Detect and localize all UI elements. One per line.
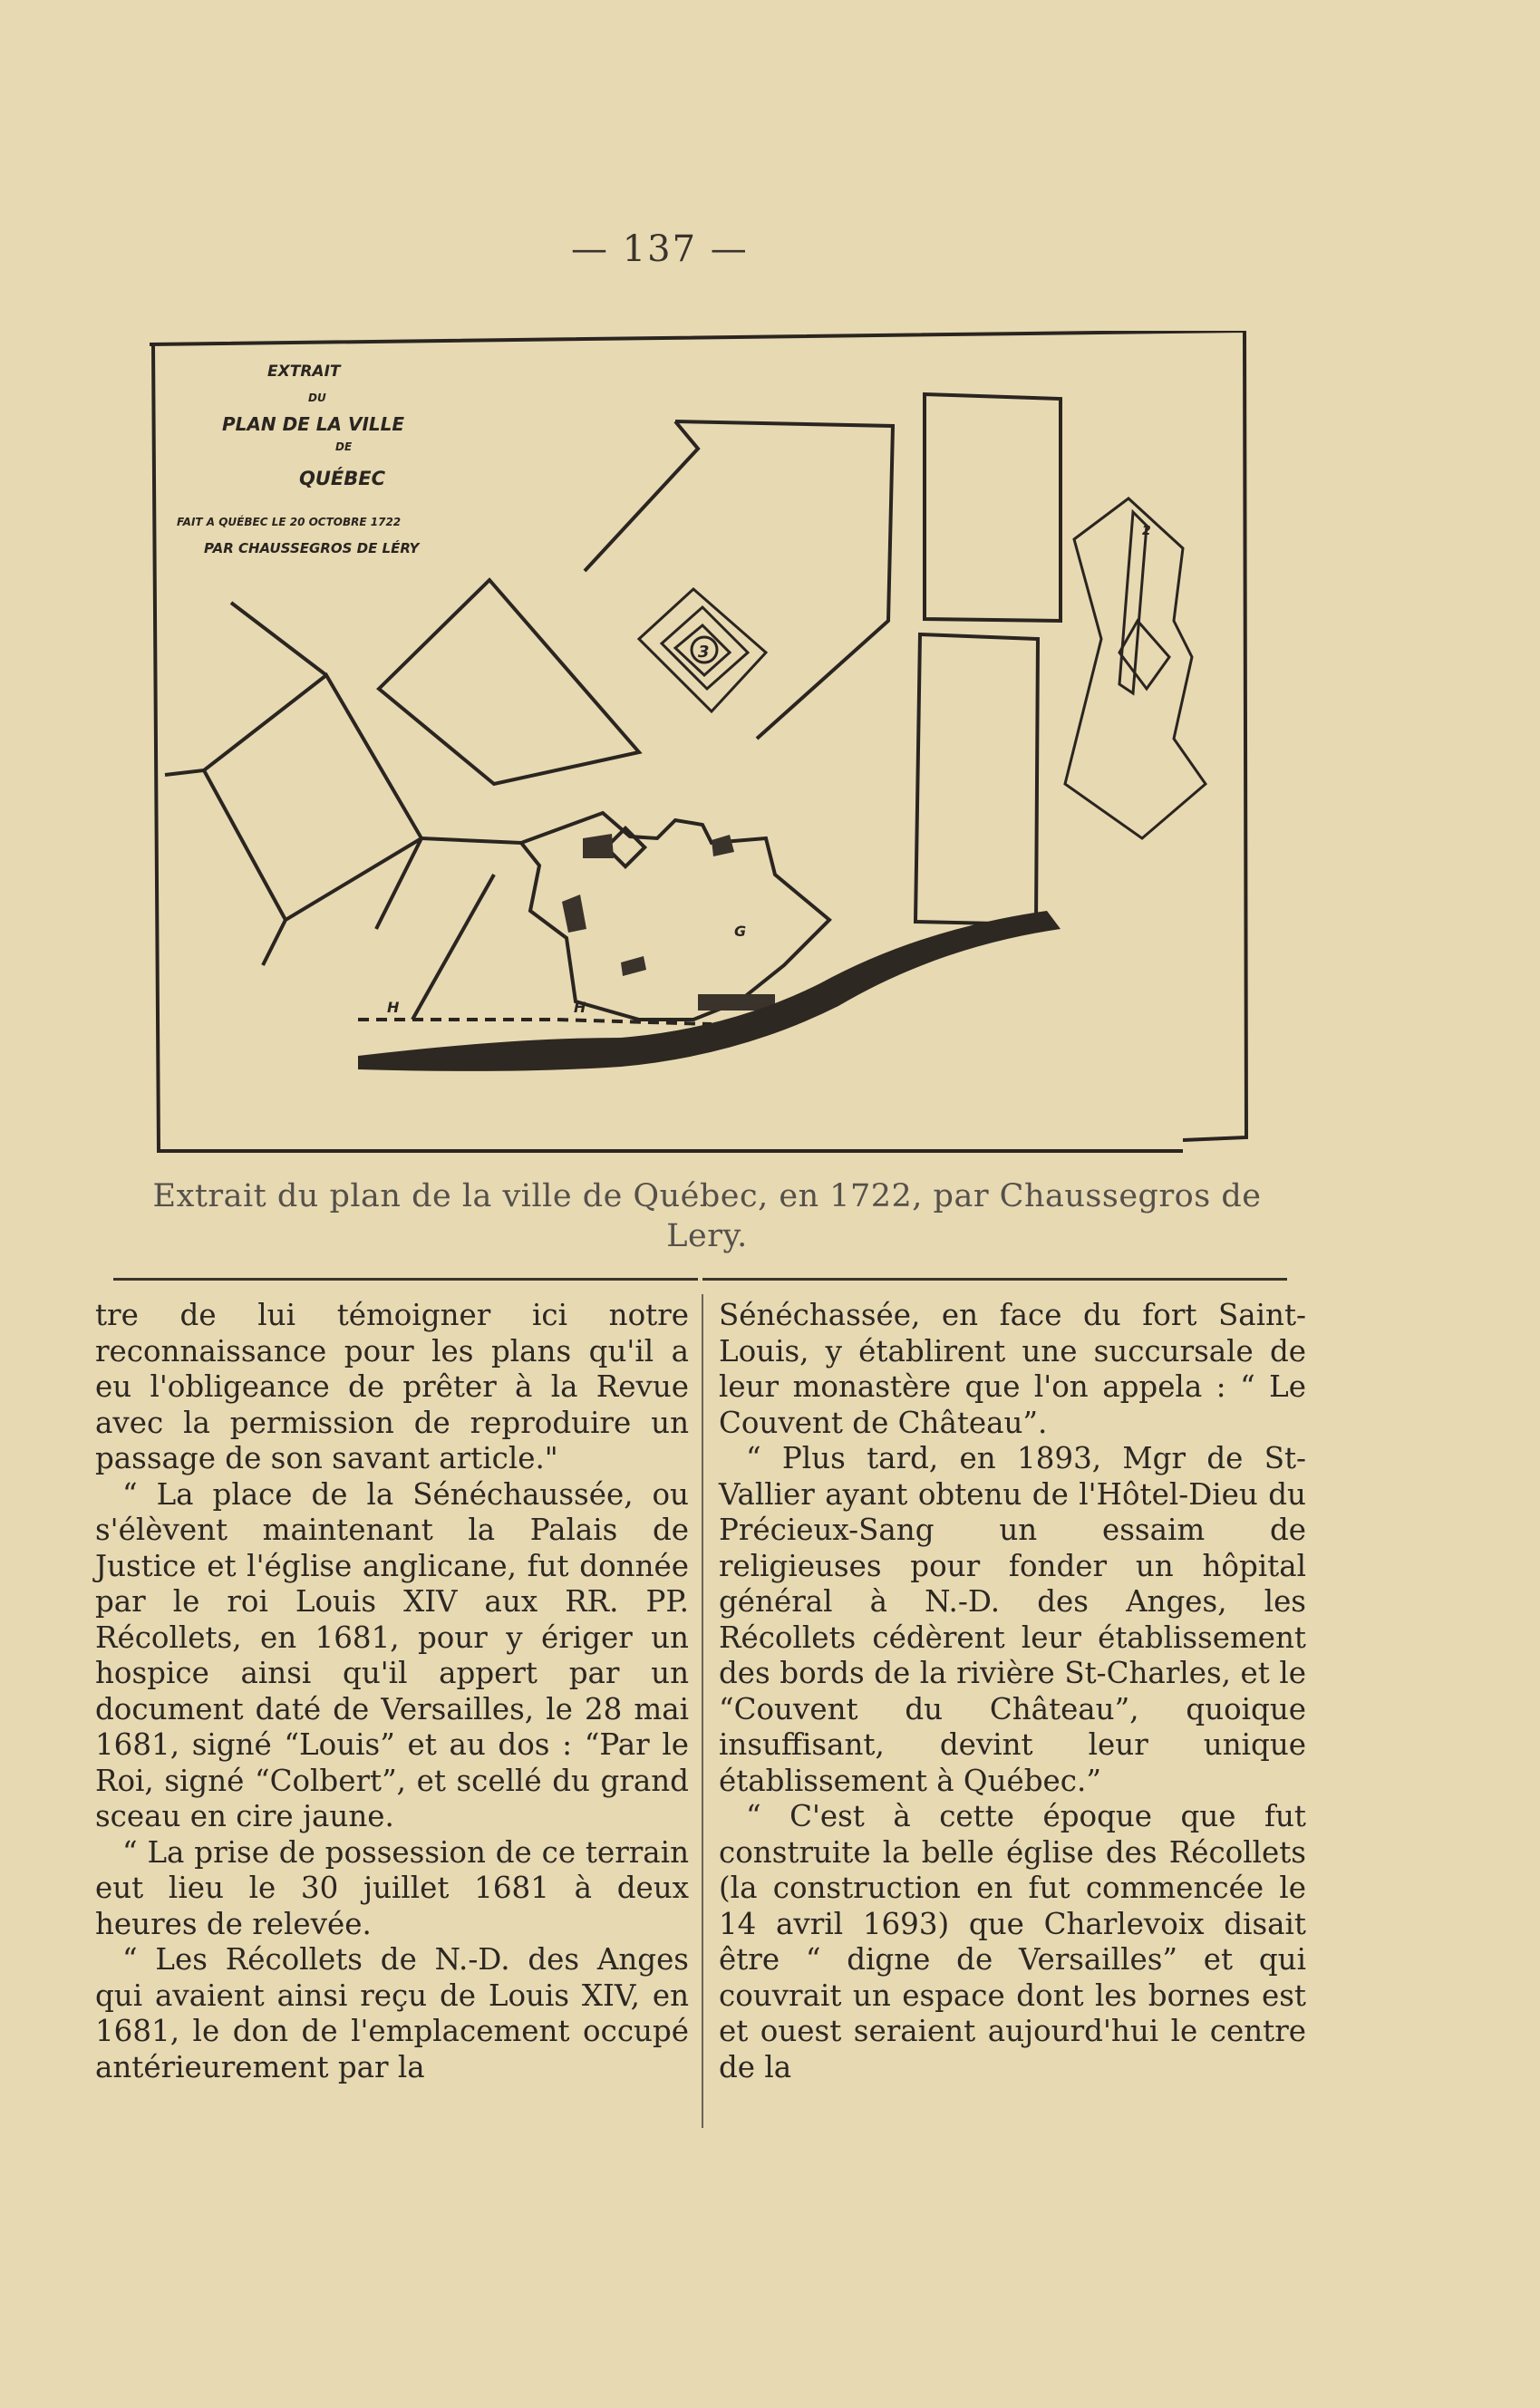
map-illustration (150, 331, 1251, 1160)
building-3-label: 3 (698, 643, 710, 662)
letter-h-left: H (387, 999, 400, 1016)
map-title-block (177, 363, 421, 556)
right-paragraph-1: Sénéchassée, en face du fort Saint-Louis, y établirent une succursale de leur monastère que l'on appela : “ Le Couvent de Château”. (719, 1298, 1306, 1440)
map-title-line-4: DE (335, 440, 353, 453)
left-paragraph-1: tre de lui témoigner ici notre reconnaissance pour les plans qu'il a eu l'obligeance de prêter à la Revue avec la permission de reproduire un passage de son savant article." (95, 1298, 689, 1475)
map-caption: Extrait du plan de la ville de Québec, en 1722, par Chaussegros de Lery. (152, 1178, 1262, 1254)
right-paragraph-2: “ Plus tard, en 1893, Mgr de St-Vallier ayant obtenu de l'Hôtel-Dieu du Précieux-Sang un essaim de religieuses pour fonder un hôpital général à N.-D. des Anges, les Récollets cédèrent leur établissement des bords de la rivière St-Charles, et le “Couvent du Château”, quoique insuffisant, devint leur unique établissement à Québec.” (719, 1441, 1306, 1798)
map-title-line-6: FAIT A QUÉBEC LE 20 OCTOBRE 1722 (177, 516, 402, 528)
left-paragraph-3: “ La prise de possession de ce terrain eut lieu le 30 juillet 1681 à deux heures de relevée. (95, 1834, 689, 1941)
building-2-label: 2 (1142, 524, 1151, 538)
left-paragraph-2: “ La place de la Sénéchaussée, ou s'élèvent maintenant la Palais de Justice et l'église anglicane, fut donnée par le roi Louis XIV aux RR. PP. Récollets, en 1681, pour y ériger un hospice ainsi qu'il appert par un document daté de Versailles, le 28 mai 1681, signé “Louis” et au dos : “Par le Roi, signé “Colbert”, et scellé du grand sceau en cire jaune. (95, 1476, 689, 1833)
right-paragraph-3: “ C'est à cette époque que fut construite la belle église des Récollets (la construction en fut commencée le 14 avril 1693) que Charlevoix disait être “ digne de Versailles” et qui couvrait un espace dont les bornes est et ouest seraient aujourd'hui le centre de la (719, 1799, 1306, 2084)
column-divider (702, 1294, 703, 2128)
text-column-left (95, 1298, 689, 2085)
cliff-shoreline (358, 911, 1061, 1071)
letter-h-right: H (574, 999, 586, 1016)
map-svg (150, 331, 1251, 1160)
map-title-line-3: PLAN DE LA VILLE (222, 413, 405, 435)
map-title-line-7: PAR CHAUSSEGROS DE LÉRY (204, 540, 420, 556)
map-title-line-1: EXTRAIT (267, 363, 341, 381)
map-title-line-5: QUÉBEC (299, 468, 386, 489)
letter-g: G (734, 923, 747, 940)
rule-right (702, 1278, 1287, 1281)
page-number: — 137 — (571, 228, 749, 270)
building-2 (1065, 498, 1206, 838)
text-column-right (719, 1298, 1306, 2085)
map-title-line-2: DU (308, 392, 326, 404)
left-paragraph-4: “ Les Récollets de N.-D. des Anges qui avaient ainsi reçu de Louis XIV, en 1681, le don de l'emplacement occupé antérieurement par la (95, 1942, 689, 2084)
rule-left (113, 1278, 698, 1281)
